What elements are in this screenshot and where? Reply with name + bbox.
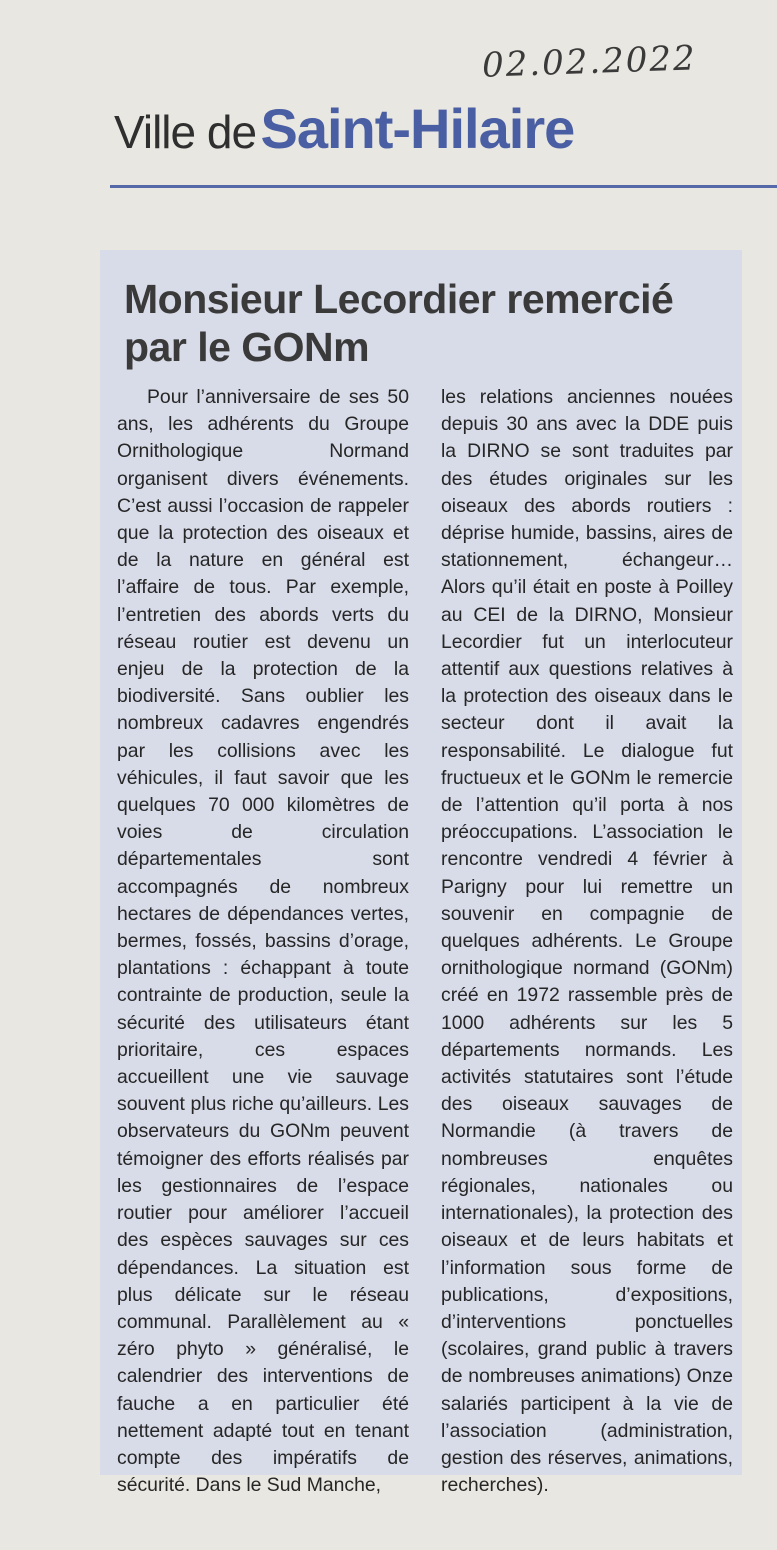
section-prefix: Ville de [114,106,257,158]
show-through-bottom [110,1478,770,1550]
article-headline: Monsieur Lecordier remercié par le GONm [124,276,674,370]
section-header [114,96,574,161]
section-city: Saint-Hilaire [260,97,575,160]
header-rule [110,185,777,188]
article-column-left: Pour l’anniversaire de ses 50 ans, les adhérents du Groupe Ornithologique Normand organisent divers événements. C’est aussi l’occasion de rappeler que la protection des oiseaux et de la nature en général est l’affaire de tous. Par exemple, l’entretien des abords verts du réseau routier est devenu un enjeu de la protection de la biodiversité. Sans oublier les nombreux cadavres engendrés par les collisions avec les véhicules, il faut savoir que les quelques 70 000 kilomètres de voies de circulation départementales sont accompagnés de nombreux hectares de dépendances vertes, bermes, fossés, bassins d’orage, plantations : échappant à toute contrainte de production, seule la sécurité des utilisateurs étant prioritaire, ces espaces accueillent une vie sauvage souvent plus riche qu’ailleurs. Les observateurs du GONm peuvent témoigner des efforts réalisés par les gestionnaires de l’espace routier pour améliorer l’accueil des espèces sauvages sur ces dépendances. La situation est plus délicate sur le réseau communal. Parallèlement au « zéro phyto » généralisé, le calendrier des interventions de fauche a en particulier été nettement adapté tout en tenant compte des impératifs de sécurité. Dans le Sud Manche, [117,386,409,1497]
article-column-right: les relations anciennes nouées depuis 30 ans avec la DDE puis la DIRNO se sont traduites par des études originales sur les oiseaux des abords routiers : déprise humide, bassins, aires de stationnement, échangeur… Alors qu’il était en poste à Poilley au CEI de la DIRNO, Monsieur Lecordier fut un interlocuteur attentif aux questions relatives à la protection des oiseaux dans le secteur dont il avait la responsabilité. Le dialogue fut fructueux et le GONm le remercie de l’attention qu’il porta à nos préoccupations. L’association le rencontre vendredi 4 février à Parigny pour lui remettre un souvenir en compagnie de quelques adhérents. Le Groupe ornithologique normand (GONm) créé en 1972 rassemble près de 1000 adhérents sur les 5 départements normands. Les activités statutaires sont l’étude des oiseaux sauvages de Normandie (à travers de nombreuses enquêtes régionales, nationales ou internationales), la protection des oiseaux et de leurs habitats et l’information sous forme de publications, d’expositions, d’interventions ponctuelles (scolaires, grand public à travers de nombreuses animations) Onze salariés participent à la vie de l’association (administration, gestion des réserves, animations, recherches). [441,386,733,1497]
handwritten-date: 02.02.2022 [481,38,698,86]
